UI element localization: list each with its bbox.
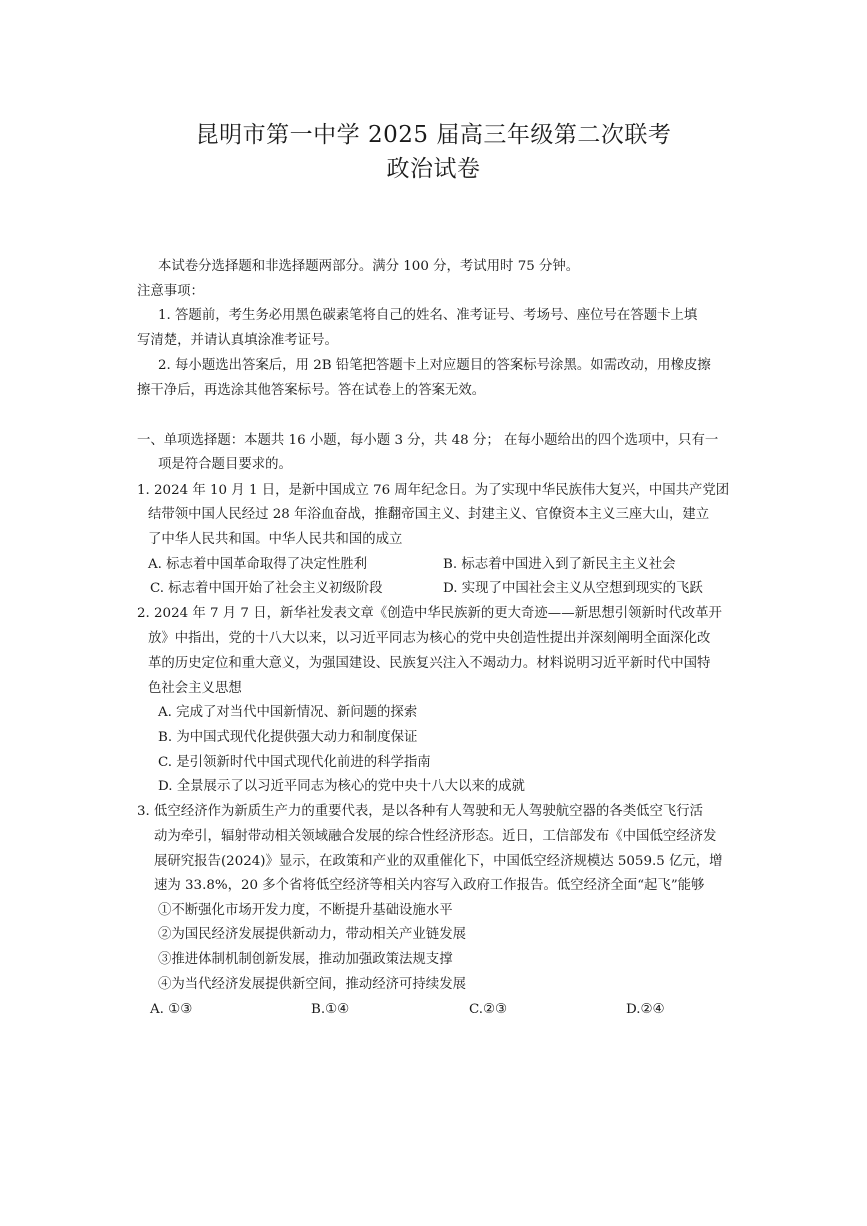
- q3-statement-2: ②为国民经济发展提供新动力，带动相关产业链发展: [158, 927, 466, 942]
- q3-stem-line-3: 展研究报告(2024)》显示，在政策和产业的双重催化下，中国低空经济规模达 5059.5 亿元，增: [154, 854, 723, 869]
- q3-statement-4: ④为当代经济发展提供新空间，推动经济可持续发展: [158, 977, 466, 992]
- q2-option-b: B. 为中国式现代化提供强大动力和制度保证: [158, 730, 418, 745]
- q1-stem-line-3: 了中华人民共和国。中华人民共和国的成立: [148, 532, 403, 547]
- q2-stem-line-4: 色社会主义思想: [148, 681, 242, 696]
- q3-statement-3: ③推进体制机制创新发展，推动加强政策法规支撑: [158, 952, 453, 967]
- q3-statement-1: ①不断强化市场开发力度，不断提升基础设施水平: [158, 903, 453, 918]
- q2-option-c: C. 是引领新时代中国式现代化前进的科学指南: [158, 755, 431, 770]
- title-line-2: 政治试卷: [386, 156, 481, 182]
- q2-option-a: A. 完成了对当代中国新情况、新问题的探索: [158, 705, 418, 720]
- q3-stem-line-1: 3. 低空经济作为新质生产力的重要代表，是以各种有人驾驶和无人驾驶航空器的各类低空飞行活: [137, 804, 704, 819]
- q1-stem-line-1: 1. 2024 年 10 月 1 日，是新中国成立 76 周年纪念日。为了实现中华民族伟大复兴，中国共产党团: [137, 483, 730, 498]
- q1-stem-line-2: 结带领中国人民经过 28 年浴血奋战，推翻帝国主义、封建主义、官僚资本主义三座大山，建立: [148, 507, 710, 522]
- title-line-1: 昆明市第一中学 2025 届高三年级第二次联考: [195, 122, 672, 148]
- note-1-line-2: 写清楚，并请认真填涂准考证号。: [137, 333, 338, 348]
- q1-option-b: B. 标志着中国进入到了新民主主义社会: [443, 557, 676, 572]
- q3-option-a: A. ①③: [150, 1002, 193, 1017]
- q3-stem-line-2: 动为牵引，辐射带动相关领域融合发展的综合性经济形态。近日，工信部发布《中国低空经济发: [154, 829, 717, 844]
- q1-option-d: D. 实现了中国社会主义从空想到现实的飞跃: [443, 581, 703, 596]
- q1-option-c: C. 标志着中国开始了社会主义初级阶段: [150, 581, 383, 596]
- note-2-line-2: 擦干净后，再选涂其他答案标号。答在试卷上的答案无效。: [137, 383, 486, 398]
- q2-stem-line-3: 革的历史定位和重大意义，为强国建设、民族复兴注入不竭动力。材料说明习近平新时代中国特: [148, 656, 711, 671]
- q3-stem-line-4: 速为 33.8%，20 多个省将低空经济等相关内容写入政府工作报告。低空经济全面“起飞”能够: [154, 878, 705, 893]
- notes-label: 注意事项：: [137, 284, 204, 299]
- note-1-line-1: 1. 答题前，考生务必用黑色碳素笔将自己的姓名、准考证号、考场号、座位号在答题卡上填: [158, 308, 698, 323]
- note-2-line-1: 2. 每小题选出答案后，用 2B 铅笔把答题卡上对应题目的答案标号涂黑。如需改动，用橡皮擦: [158, 358, 711, 373]
- q2-stem-line-1: 2. 2024 年 7 月 7 日，新华社发表文章《创造中华民族新的更大奇迹——新思想引领新时代改革开: [137, 606, 722, 621]
- q3-option-b: B.①④: [311, 1002, 350, 1017]
- q2-option-d: D. 全景展示了以习近平同志为核心的党中央十八大以来的成就: [158, 779, 525, 794]
- q2-stem-line-2: 放》中指出，党的十八大以来，以习近平同志为核心的党中央创造性提出并深刻阐明全面深化改: [148, 631, 711, 646]
- section-heading-line-2: 项是符合题目要求的。: [158, 457, 292, 472]
- paper-info: 本试卷分选择题和非选择题两部分。满分 100 分，考试用时 75 分钟。: [158, 259, 580, 274]
- q1-option-a: A. 标志着中国革命取得了决定性胜利: [148, 557, 368, 572]
- q3-option-c: C.②③: [469, 1002, 508, 1017]
- section-heading-line-1: 一、单项选择题：本题共 16 小题，每小题 3 分，共 48 分； 在每小题给出的四个选项中，只有一: [137, 433, 719, 448]
- q3-option-d: D.②④: [626, 1002, 665, 1017]
